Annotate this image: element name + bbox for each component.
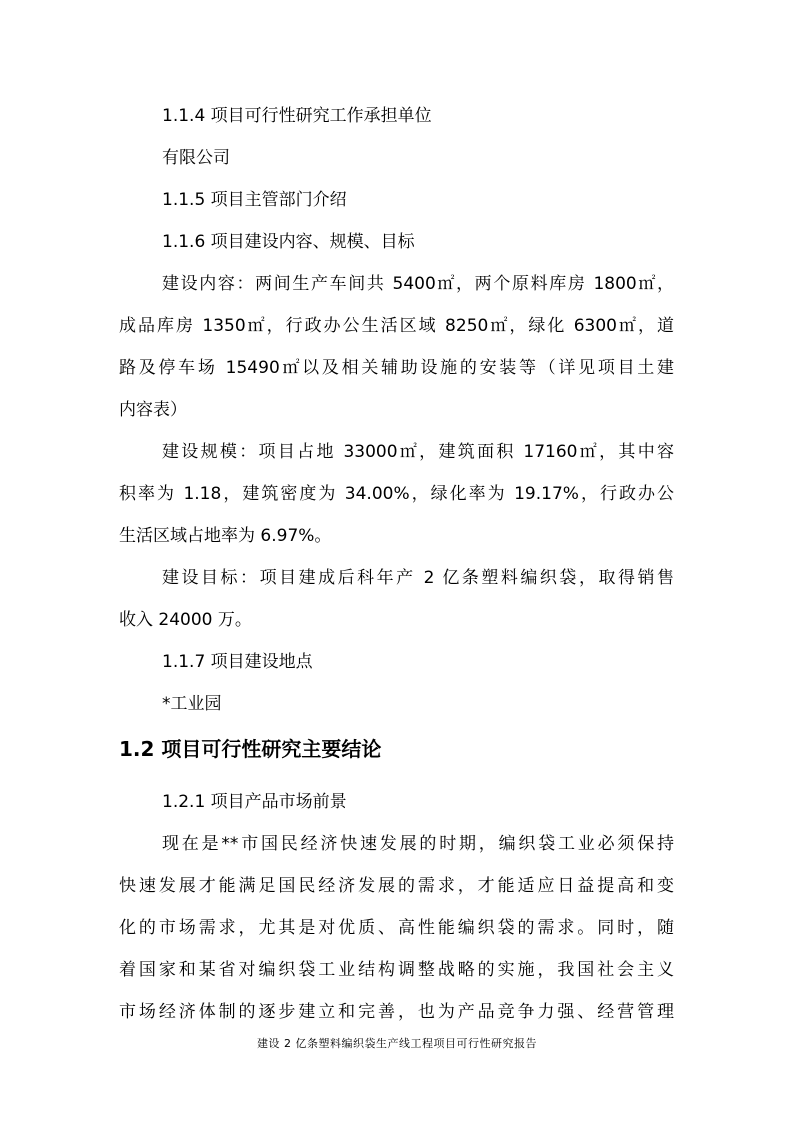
paragraph-company: 有限公司 [162,148,230,168]
heading-1-1-6: 1.1.6 项目建设内容、规模、目标 [162,232,415,252]
paragraph-scale-line: 建设规模：项目占地 33000㎡，建筑面积 17160㎡，其中容 [162,442,674,462]
heading-1-2-1: 1.2.1 项目产品市场前景 [162,792,347,812]
paragraph-content-line: 建设内容：两间生产车间共 5400㎡，两个原料库房 1800㎡， [162,274,674,294]
heading-1-1-5: 1.1.5 项目主管部门介绍 [162,190,347,210]
heading-1-1-7: 1.1.7 项目建设地点 [162,652,313,672]
heading-1-2: 1.2 项目可行性研究主要结论 [119,737,382,761]
paragraph-market-line: 市场经济体制的逐步建立和完善，也为产品竞争力强、经营管理 [119,1002,674,1022]
paragraph-location: *工业园 [162,694,222,714]
page-footer: 建设 2 亿条塑料编织袋生产线工程项目可行性研究报告 [257,1037,537,1050]
paragraph-market-line: 化的市场需求，尤其是对优质、高性能编织袋的需求。同时，随 [119,918,674,938]
paragraph-content-line: 内容表） [119,400,187,420]
paragraph-market-line: 现在是**市国民经济快速发展的时期，编织袋工业必须保持 [162,834,674,854]
heading-1-1-4: 1.1.4 项目可行性研究工作承担单位 [162,106,432,126]
paragraph-market-line: 着国家和某省对编织袋工业结构调整战略的实施，我国社会主义 [119,960,674,980]
paragraph-scale-line: 生活区域占地率为 6.97%。 [119,526,332,546]
paragraph-content-line: 成品库房 1350㎡，行政办公生活区域 8250㎡，绿化 6300㎡，道 [119,316,674,336]
paragraph-market-line: 快速发展才能满足国民经济发展的需求，才能适应日益提高和变 [119,876,674,896]
paragraph-goal-line: 建设目标：项目建成后科年产 2 亿条塑料编织袋，取得销售 [162,568,674,588]
paragraph-content-line: 路及停车场 15490㎡以及相关辅助设施的安装等（详见项目土建 [119,358,674,378]
paragraph-scale-line: 积率为 1.18，建筑密度为 34.00%，绿化率为 19.17%，行政办公 [119,484,674,504]
paragraph-goal-line: 收入 24000 万。 [119,610,252,630]
